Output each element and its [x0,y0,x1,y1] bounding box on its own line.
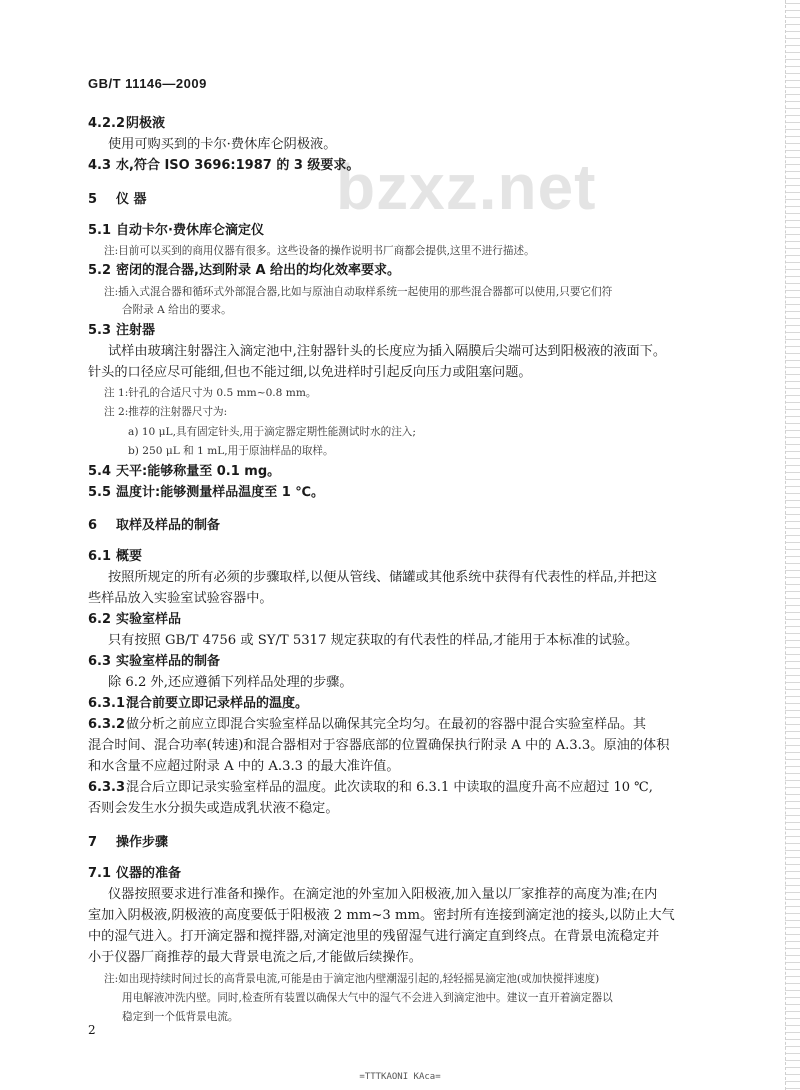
section-heading: 实验室样品的制备 [116,654,221,669]
line-p-5-3b [88,364,532,382]
section-heading: 做分析之前应立即混合实验室样品以确保其完全均匀。在最初的容器中混合实验室样品。其 [126,717,647,732]
line-s-7-1 [88,865,181,883]
note-text: 注:插入式混合器和循环式外部混合器,比如与原油自动取样系统一起使用的那些混合器都可以使用,只要它们符 [104,286,613,298]
paragraph-text: 否则会发生水分损失或造成乳状液不稳定。 [88,801,339,816]
line-p-6-3-3b [88,800,339,818]
line-s-6-3-3a [88,779,653,797]
paragraph-text: 仪器按照要求进行准备和操作。在滴定池的外室加入阳极液,加入量以厂家推荐的高度为准;在内 [108,887,658,902]
line-p-6-3 [108,674,353,692]
section-number: 5.3 [88,323,112,338]
note-text: 注 2:推荐的注射器尺寸为: [104,406,228,418]
note-text: 稳定到一个低背景电流。 [122,1011,239,1023]
line-n-5-3c [128,423,416,441]
line-p-7-1d [88,949,422,967]
page-number: 2 [88,1023,96,1037]
page-footer: =TTTKAONI KAca= [359,1072,441,1082]
section-number: 6.3 [88,654,112,669]
line-s-6-3-1 [88,695,308,713]
section-number: 5.5 [88,485,112,500]
line-s-5 [88,191,147,209]
section-heading: 仪 器 [116,192,147,207]
note-text: 注:如出现持续时间过长的高背景电流,可能是由于滴定池内壁潮湿引起的,轻轻摇晃滴定池(或加快搅拌速度) [104,973,600,985]
section-number: 6.2 [88,612,112,627]
line-n-7-1b [122,989,613,1007]
line-s-6-3 [88,653,220,671]
line-s-5-5 [88,484,324,502]
line-s-5-1 [88,222,264,240]
paragraph-text: 按照所规定的所有必须的步骤取样,以便从管线、储罐或其他系统中获得有代表性的样品,并把这 [108,570,658,585]
line-s-4-2-2 [88,115,165,133]
line-n-5-2a [104,283,612,301]
line-p-6-3-2c [88,758,400,776]
section-number: 5.4 [88,464,112,479]
section-number: 6.1 [88,549,112,564]
paragraph-text: 室加入阴极液,阴极液的高度要低于阳极液 2 mm~3 mm。密封所有连接到滴定池的接头,以防止大气 [88,908,675,923]
section-heading: 天平:能够称量至 0.1 mg。 [116,464,281,479]
paragraph-text: 些样品放入实验室试验容器中。 [88,591,273,606]
note-text: 注:目前可以买到的商用仪器有很多。这些设备的操作说明书厂商都会提供,这里不进行描述。 [104,245,535,257]
section-heading: 密闭的混合器,达到附录 A 给出的均化效率要求。 [116,263,401,278]
line-s-6 [88,517,220,535]
paragraph-text: 小于仪器厂商推荐的最大背景电流之后,才能做后续操作。 [88,950,422,965]
line-p-6-3-2b [88,737,669,755]
line-p-7-1a [108,886,657,904]
note-text: 合附录 A 给出的要求。 [122,304,232,316]
section-heading: 阴极液 [126,116,166,131]
section-number: 6.3.2 [88,717,126,732]
line-p-4-2-2 [108,136,336,154]
note-text: b) 250 μL 和 1 mL,用于原油样品的取样。 [128,445,334,457]
section-number: 4.2.2 [88,116,126,131]
line-n-7-1c [122,1008,239,1026]
paragraph-text: 除 6.2 外,还应遵循下列样品处理的步骤。 [108,675,353,690]
line-n-5-1 [104,242,535,260]
paragraph-text: 使用可购买到的卡尔·费休库仑阴极液。 [108,137,337,152]
line-s-5-4 [88,463,280,481]
section-heading: 取样及样品的制备 [116,518,221,533]
line-n-5-3b [104,403,227,421]
line-s-4-3 [88,157,359,175]
line-s-6-2 [88,611,181,629]
section-heading: 混合后立即记录实验室样品的温度。此次读取的和 6.3.1 中读取的温度升高不应超过 10 ℃, [126,780,653,795]
line-s-7 [88,834,168,852]
section-number: 7.1 [88,866,112,881]
line-p-7-1c [88,928,659,946]
line-p-6-1a [108,569,657,587]
section-heading: 仪器的准备 [116,866,182,881]
note-text: 注 1:针孔的合适尺寸为 0.5 mm~0.8 mm。 [104,387,317,399]
section-heading: 混合前要立即记录样品的温度。 [126,696,309,711]
section-number: 6 [88,518,98,533]
section-heading: 温度计:能够测量样品温度至 1 ℃。 [116,485,325,500]
line-n-5-3a [104,384,316,402]
section-number: 6.3.3 [88,780,126,795]
paragraph-text: 混合时间、混合功率(转速)和混合器相对于容器底部的位置确保执行附录 A 中的 A.3.3。原油的体积 [88,738,670,753]
section-number: 4.3 [88,158,112,173]
section-heading: 自动卡尔·费休库仑滴定仪 [116,223,264,238]
line-s-5-3 [88,322,155,340]
paragraph-text: 试样由玻璃注射器注入滴定池中,注射器针头的长度应为插入隔膜后尖端可达到阳极液的液面下。 [108,344,667,359]
note-text: a) 10 μL,具有固定针头,用于滴定器定期性能测试时水的注入; [128,426,416,438]
line-n-7-1a [104,970,599,988]
line-p-7-1b [88,907,675,925]
watermark: bzxz.net [336,151,597,223]
section-number: 7 [88,835,98,850]
paragraph-text: 只有按照 GB/T 4756 或 SY/T 5317 规定获取的有代表性的样品,才能用于本标准的试验。 [108,633,639,648]
standard-header: GB/T 11146—2009 [88,76,207,91]
paragraph-text: 针头的口径应尽可能细,但也不能过细,以免进样时引起反向压力或阻塞问题。 [88,365,532,380]
line-s-5-2 [88,262,400,280]
line-s-6-1 [88,548,142,566]
note-text: 用电解液冲洗内壁。同时,检查所有装置以确保大气中的湿气不会进入到滴定池中。建议一直开着滴定器以 [122,992,613,1004]
section-heading: 实验室样品 [116,612,182,627]
line-n-5-2b [122,301,232,319]
line-s-6-3-2a [88,716,646,734]
paragraph-text: 和水含量不应超过附录 A 中的 A.3.3 的最大准许值。 [88,759,400,774]
section-number: 6.3.1 [88,696,126,711]
section-heading: 概要 [116,549,143,564]
section-heading: 注射器 [116,323,156,338]
line-p-5-3a [108,343,666,361]
line-p-6-2 [108,632,638,650]
section-heading: 水,符合 ISO 3696:1987 的 3 级要求。 [116,158,360,173]
scan-edge [785,0,800,1090]
section-number: 5.1 [88,223,112,238]
section-number: 5.2 [88,263,112,278]
section-heading: 操作步骤 [116,835,169,850]
line-n-5-3d [128,442,334,460]
paragraph-text: 中的湿气进入。打开滴定器和搅拌器,对滴定池里的残留湿气进行滴定直到终点。在背景电流稳定并 [88,929,660,944]
section-number: 5 [88,192,98,207]
line-p-6-1b [88,590,273,608]
